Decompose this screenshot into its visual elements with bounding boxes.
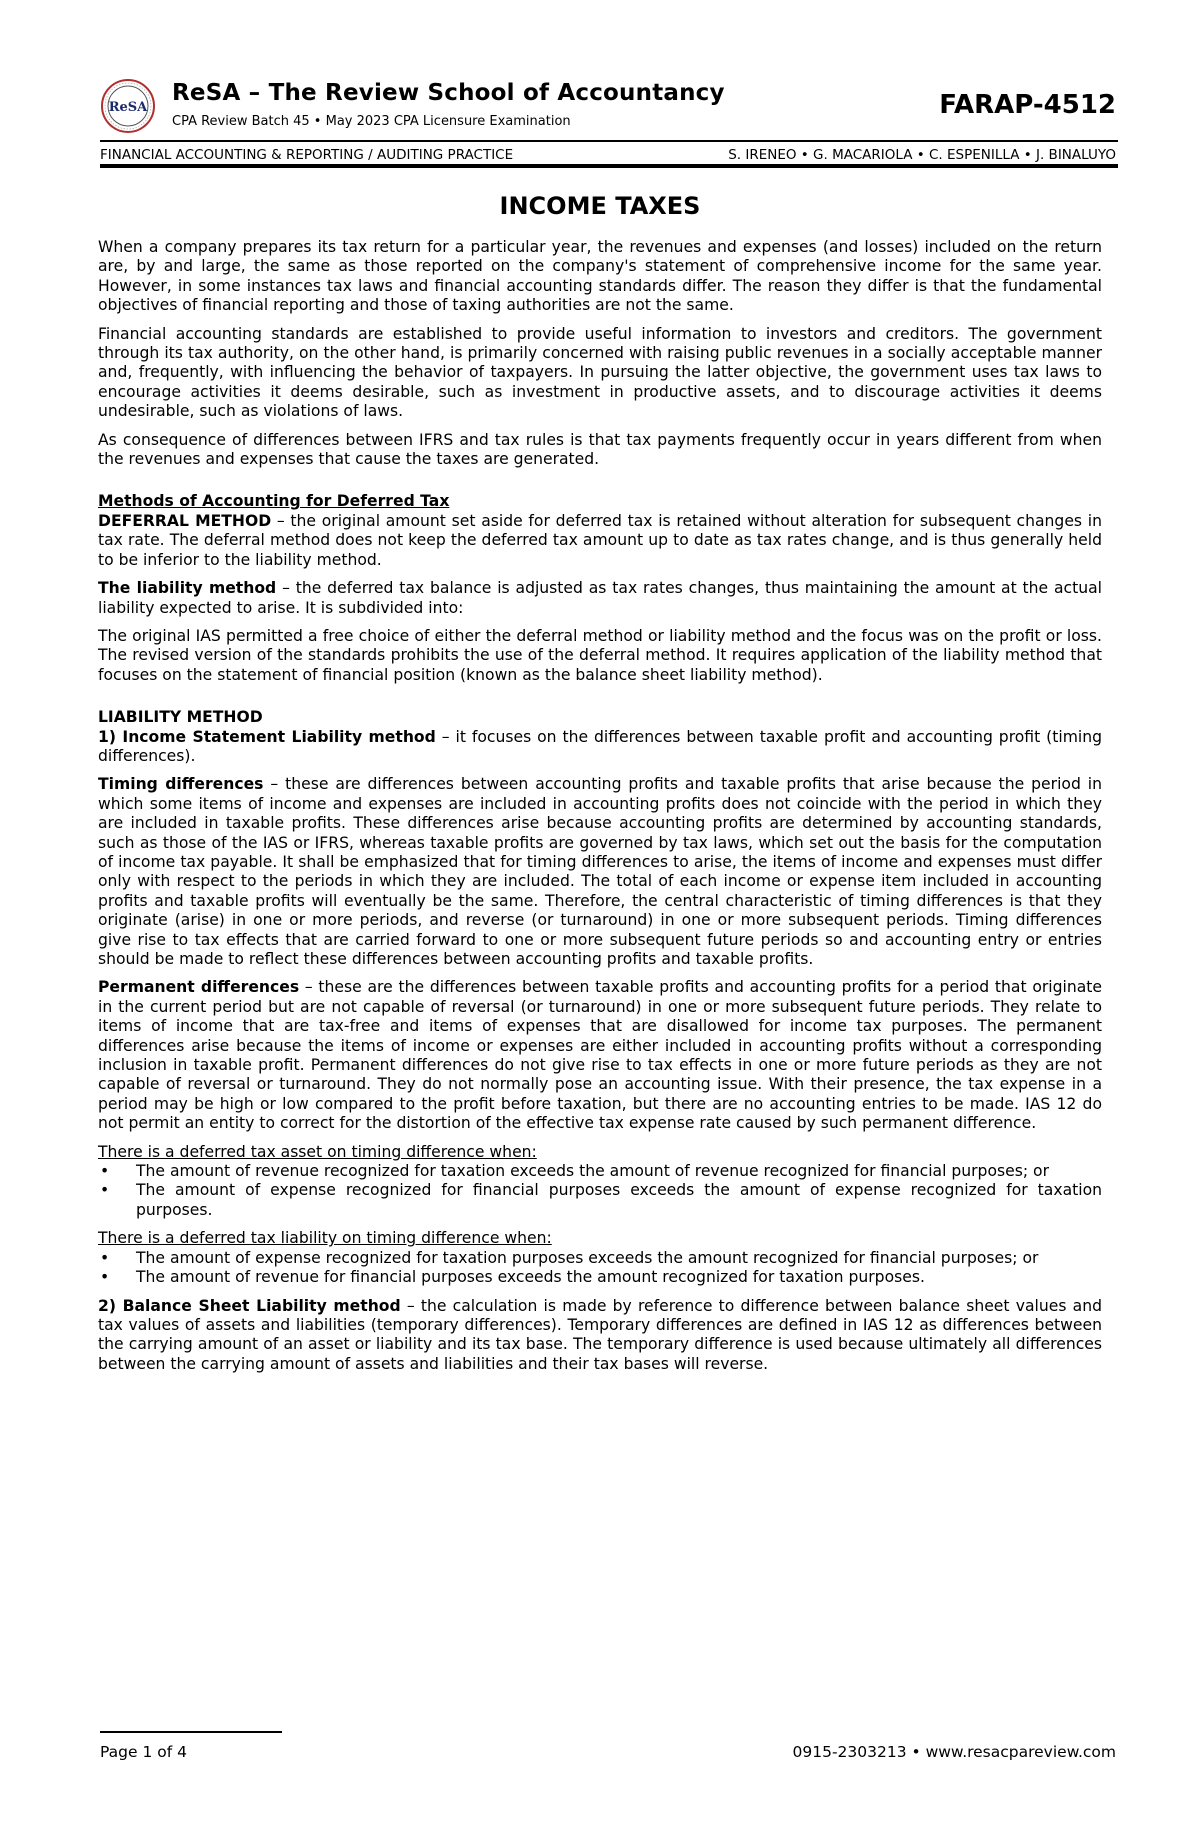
document-body xyxy=(98,238,1102,1383)
isl-term: 1) Income Statement Liability method xyxy=(98,727,436,746)
dtl-heading: There is a deferred tax liability on timing difference when: xyxy=(98,1229,552,1248)
liability-method-heading: LIABILITY METHOD xyxy=(98,708,263,727)
list-item: • The amount of expense recognized for taxation purposes exceeds the amount recognized for financial purposes; or xyxy=(136,1249,1102,1268)
org-name: ReSA – The Review School of Accountancy xyxy=(172,80,725,106)
liability-text: – the deferred tax balance is adjusted as tax rates changes, thus maintaining the amount at the actual liability expected to arise. It is subdivided into: xyxy=(98,579,1102,617)
paragraph-permanent-differences xyxy=(98,978,1102,1133)
liability-term: The liability method xyxy=(98,579,277,598)
subject-line: FINANCIAL ACCOUNTING & REPORTING / AUDITING PRACTICE xyxy=(100,147,514,163)
resa-logo-icon xyxy=(100,78,156,134)
isl-text: – it focuses on the differences between taxable profit and accounting profit (timing differences). xyxy=(98,727,1103,765)
page-number: Page 1 of 4 xyxy=(100,1743,187,1761)
permanent-text: – these are the differences between taxable profits and accounting profits for a period that originate in the current period but are not capable of reversal (or turnaround) in one or more subsequent future periods. They relate to items of income that are tax-free and items of expenses that are disallowed for income tax purposes. The permanent differences arise because the items of income or expenses are either included in accounting profits without a corresponding inclusion in taxable profit. Permanent differences do not give rise to tax effects in one or more future periods as they are not capable of reversal or turnaround. They do not normally pose an accounting issue. With their presence, the tax expense in a period may be high or low compared to the profit before taxation, but there are no accounting entries to be made. IAS 12 do not permit an entity to correct for the distortion of the effective tax expense rate caused by such permanent difference. xyxy=(98,978,1102,1133)
bsl-term: 2) Balance Sheet Liability method xyxy=(98,1296,401,1315)
paragraph-liability-method xyxy=(98,579,1102,618)
page-title: INCOME TAXES xyxy=(499,192,701,220)
paragraph-standards: Financial accounting standards are established to provide useful information to investors and creditors. The government through its tax authority, on the other hand, is primarily concerned with raising public revenues in a socially acceptable manner and, frequently, with influencing the behavior of taxpayers. In pursuing the latter objective, the government uses tax laws to encourage activities it deems desirable, such as investment in productive assets, and to discourage activities it deems undesirable, such as violations of laws. xyxy=(98,324,1102,421)
header-divider-top xyxy=(100,140,1118,142)
document-code: FARAP-4512 xyxy=(939,90,1116,120)
dta-list xyxy=(98,1162,1102,1220)
deferral-term: DEFERRAL METHOD xyxy=(98,511,272,530)
paragraph-intro: When a company prepares its tax return for a particular year, the revenues and expenses (and losses) included on the return are, by and large, the same as those reported on the company's statement of comprehensive income for the same year. However, in some instances tax laws and financial accounting standards differ. The reason they differ is that the fundamental objectives of financial reporting and those of taxing authorities are not the same. xyxy=(98,238,1102,315)
permanent-term: Permanent differences xyxy=(98,978,300,997)
paragraph-income-statement-method xyxy=(98,728,1102,767)
list-item: • The amount of revenue for financial purposes exceeds the amount recognized for taxation purposes. xyxy=(136,1268,1102,1287)
timing-term: Timing differences xyxy=(98,775,264,794)
dtl-list xyxy=(98,1249,1102,1288)
methods-heading: Methods of Accounting for Deferred Tax xyxy=(98,492,450,511)
bsl-text: – the calculation is made by reference to difference between balance sheet values and tax values of assets and liabilities (temporary differences). Temporary differences are defined in IAS 12 as differences between the carrying amount of an asset or liability and its tax base. The temporary difference is used because ultimately all differences between the carrying amount of assets and liabilities and their tax bases will reverse. xyxy=(98,1296,1102,1373)
paragraph-consequence: As consequence of differences between IFRS and tax rules is that tax payments frequently occur in years different from when the revenues and expenses that cause the taxes are generated. xyxy=(98,430,1102,469)
paragraph-balance-sheet-method xyxy=(98,1297,1102,1375)
contact-info: 0915-2303213 • www.resacpareview.com xyxy=(792,1743,1116,1761)
authors-line: S. IRENEO • G. MACARIOLA • C. ESPENILLA • J. BINALUYO xyxy=(728,147,1116,163)
batch-info: CPA Review Batch 45 • May 2023 CPA Licensure Examination xyxy=(172,114,571,129)
list-item: • The amount of expense recognized for financial purposes exceeds the amount of expense recognized for taxation purposes. xyxy=(136,1181,1102,1220)
header-divider-bottom xyxy=(100,164,1118,168)
list-item: • The amount of revenue recognized for taxation exceeds the amount of revenue recognized for financial purposes; or xyxy=(136,1162,1102,1181)
dta-heading: There is a deferred tax asset on timing difference when: xyxy=(98,1142,537,1161)
deferral-text: – the original amount set aside for deferred tax is retained without alteration for subsequent changes in tax rate. The deferral method does not keep the deferred tax amount up to date as tax rates change, and is thus generally held to be inferior to the liability method. xyxy=(98,511,1102,569)
footer-divider xyxy=(100,1731,282,1733)
paragraph-deferral-method xyxy=(98,512,1102,570)
svg-text:ReSA: ReSA xyxy=(108,100,148,115)
timing-text: – these are differences between accounting profits and taxable profits that arise because the period in which some items of income and expenses are included in accounting profits does not coincide with the period in which they are included in taxable profits. These differences arise because accounting profits are determined by accounting standards, such as those of the IAS or IFRS, whereas taxable profits are governed by tax laws, which set out the basis for the computation of income tax payable. It shall be emphasized that for timing differences to arise, the items of income and expenses must differ only with respect to the periods in which they are included. The total of each income or expense item included in accounting profits and taxable profits will eventually be the same. Therefore, the central characteristic of timing differences is that they originate (arise) in one or more periods, and reverse (or turnaround) in one or more subsequent periods. Timing differences give rise to tax effects that are carried forward to one or more subsequent future periods so and accounting entry or entries should be made to reflect these differences between accounting profits and taxable profits. xyxy=(98,775,1102,968)
paragraph-timing-differences xyxy=(98,775,1102,969)
paragraph-original-ias: The original IAS permitted a free choice of either the deferral method or liability method and the focus was on the profit or loss. The revised version of the standards prohibits the use of the deferral method. It requires application of the liability method that focuses on the statement of financial position (known as the balance sheet liability method). xyxy=(98,626,1102,684)
